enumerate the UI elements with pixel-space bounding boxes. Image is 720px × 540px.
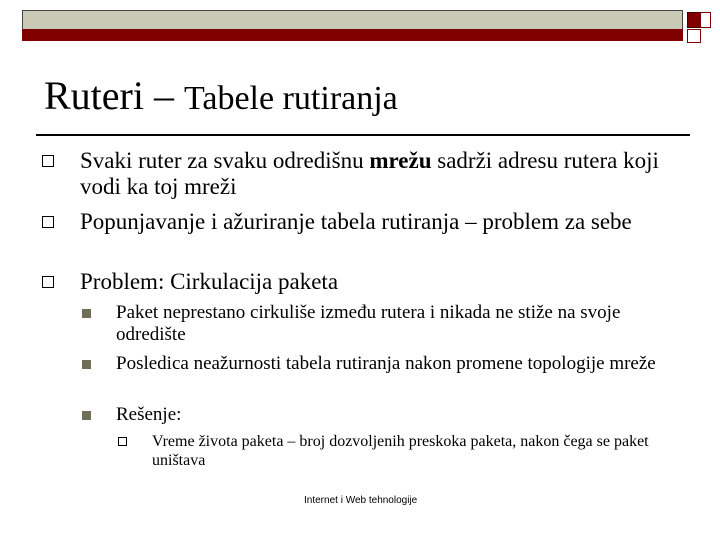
corner-square-filled xyxy=(687,12,701,28)
header-stripe xyxy=(22,29,683,41)
filled-square-bullet-icon xyxy=(82,411,91,420)
filled-square-bullet-icon xyxy=(82,309,91,318)
hollow-square-bullet-icon xyxy=(42,155,54,167)
sub-sub-bullet-1: Vreme života paketa – broj dozvoljenih preskoka paketa, nakon čega se paket uništava xyxy=(152,433,649,469)
sub-bullet-2: Posledica neažurnosti tabela rutiranja nakon promene topologije mreže xyxy=(116,353,656,374)
slide-title xyxy=(44,73,398,118)
bullet-1-bold: mrežu xyxy=(369,148,432,173)
hollow-square-bullet-icon xyxy=(118,437,127,446)
bullet-3: Problem: Cirkulacija paketa xyxy=(80,269,339,294)
bullet-1 xyxy=(80,148,680,200)
bullet-1-text-end: sadrži adresu rutera koji vodi ka toj mreži xyxy=(80,148,659,199)
corner-square-outline-lower xyxy=(687,29,701,43)
title-underline xyxy=(36,134,690,136)
slide-footer: Internet i Web tehnologije xyxy=(304,495,418,506)
hollow-square-bullet-icon xyxy=(42,276,54,288)
bullet-1-text: Svaki ruter za svaku odredišnu xyxy=(80,148,370,173)
title-subtitle: Tabele rutiranja xyxy=(183,80,398,117)
title-main: Ruteri – xyxy=(44,73,184,118)
filled-square-bullet-icon xyxy=(82,360,91,369)
sub-bullet-3: Rešenje: xyxy=(116,404,182,425)
hollow-square-bullet-icon xyxy=(42,216,54,228)
bullet-2: Popunjavanje i ažuriranje tabela rutiranja – problem za sebe xyxy=(80,209,632,234)
sub-bullet-1: Paket neprestano cirkuliše između rutera i nikada ne stiže na svoje odredište xyxy=(116,302,621,345)
corner-square-outline xyxy=(700,12,711,28)
